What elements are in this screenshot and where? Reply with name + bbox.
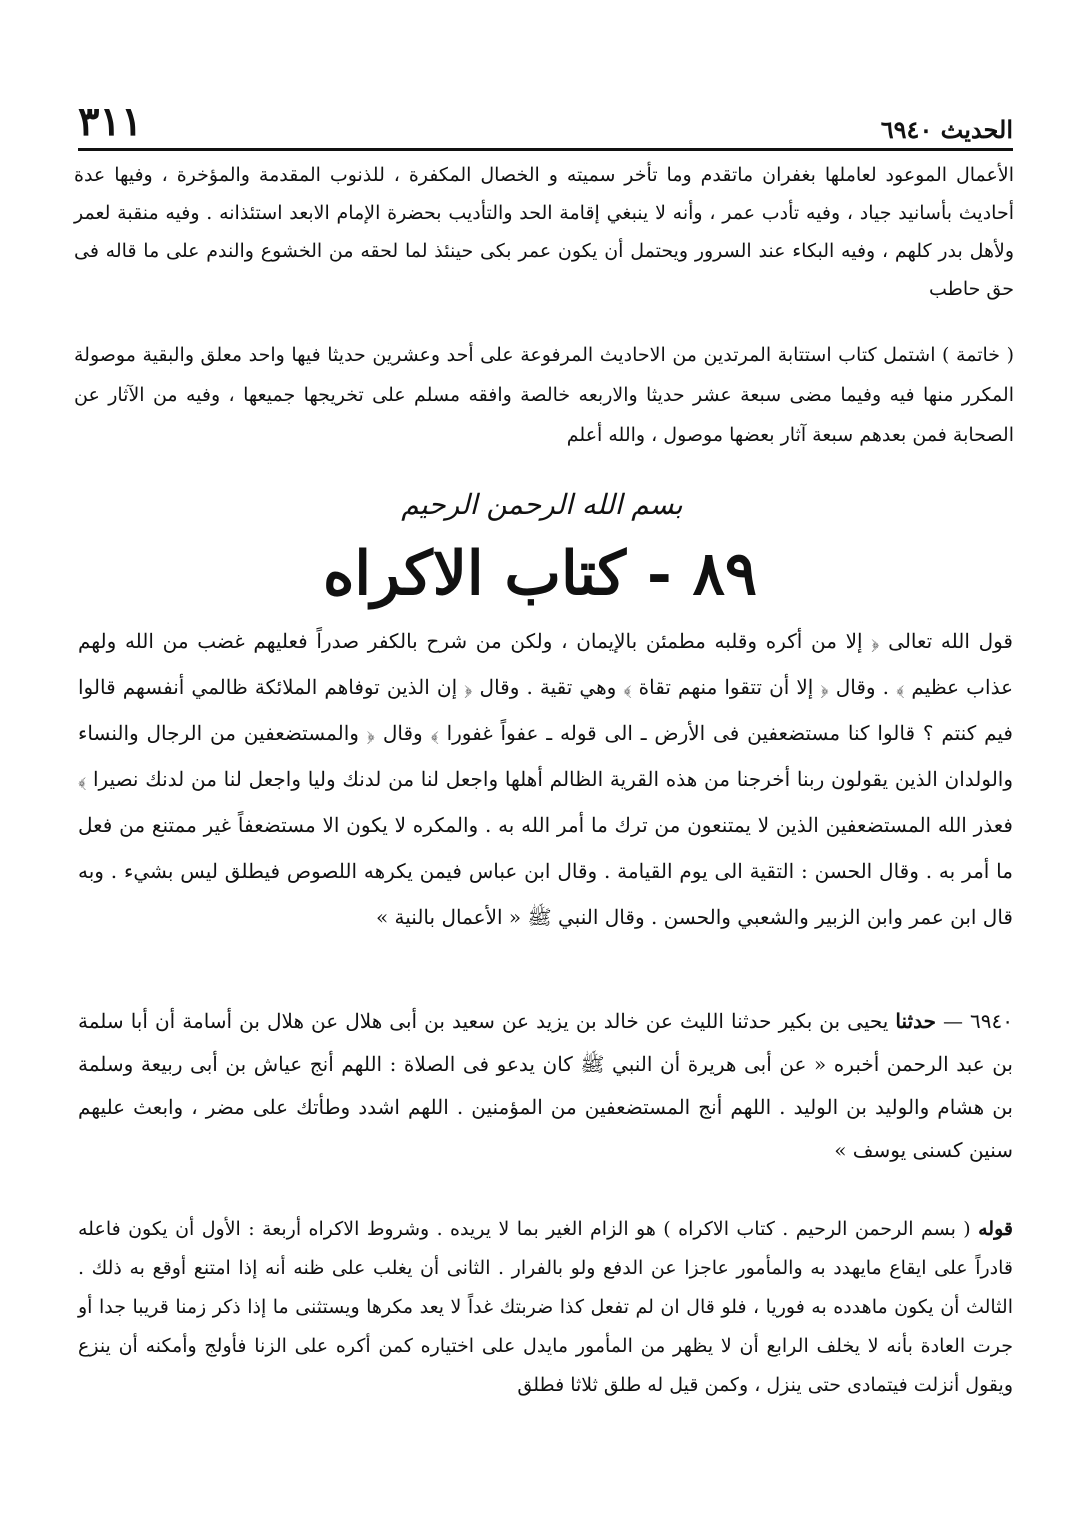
header-rule	[78, 148, 1013, 151]
hadith-text: يحيى بن بكير حدثنا الليث عن خالد بن يزيد عن سعيد بن أبى هلال عن هلال بن أسامة أن أبا سلمة بن عبد الرحمن أخبره « عن أبى هريرة أن النبي ﷺ كان يدعو فى الصلاة : اللهم أنج عياش بن أبى ربيعة وسلمة بن هشام والوليد بن الوليد . اللهم أنج المستضعفين من المؤمنين . اللهم اشدد وطأتك على مضر ، وابعث عليهم سنين كسنى يوسف »	[78, 1009, 1013, 1162]
hadith-paragraph: ٦٩٤٠ — حدثنا يحيى بن بكير حدثنا الليث عن خالد بن يزيد عن سعيد بن أبى هلال عن هلال بن أسامة أن أبا سلمة بن عبد الرحمن أخبره « عن أبى هريرة أن النبي ﷺ كان يدعو فى الصلاة : اللهم أنج عياش بن أبى ربيعة وسلمة بن هشام والوليد بن الوليد . اللهم أنج المستضعفين من المؤمنين . اللهم اشدد وطأتك على مضر ، وابعث عليهم سنين كسنى يوسف »	[78, 1009, 1014, 1162]
commentary-paragraph	[78, 1210, 1013, 1405]
book-title: ٨٩ - كتاب الاكراه	[322, 539, 758, 609]
page-number: ٣١١	[78, 98, 143, 145]
commentary-lead: قوله	[978, 1218, 1013, 1240]
basmala-calligraphy: بسم الله الرحمن الرحيم	[401, 488, 683, 521]
intro-paragraph: الأعمال الموعود لعاملها بغفران ماتقدم وما تأخر سميته و الخصال المكفرة ، للذنوب المقدمة والمؤخرة ، وفيها عدة أحاديث بأسانيد جياد ، وفيه تأدب عمر ، وأنه لا ينبغي إقامة الحد والتأديب بحضرة الإمام الابعد استئذانه . وفيه منقبة لعمر ولأهل بدر كلهم ، وفيه البكاء عند السرور ويحتمل أن يكون عمر بكى حينئذ لما لحقه من الخشوع والندم على ما قاله فى حق حاطب	[74, 164, 1014, 300]
page-header	[78, 98, 1013, 145]
conclusion-paragraph: ( خاتمة ) اشتمل كتاب استتابة المرتدين من الاحاديث المرفوعة على أحد وعشرين حديثا فيها واحد معلق والبقية موصولة المكرر منها فيه وفيما مضى سبعة عشر حديثا والاربعه خالصة وافقه مسلم على تخريجها جميعها ، وفيه من الآثار عن الصحابة فمن بعدهم سبعة آثار بعضها موصول ، والله أعلم	[74, 344, 1014, 446]
chapter-intro-paragraph: قول الله تعالى ﴿ إلا من أكره وقلبه مطمئن بالإيمان ، ولكن من شرح بالكفر صدراً فعليهم غضب من الله ولهم عذاب عظيم ﴾ . وقال ﴿ إلا أن تتقوا منهم تقاة ﴾ وهي تقية . وقال ﴿ إن الذين توفاهم الملائكة ظالمي أنفسهم قالوا فيم كنتم ؟ قالوا كنا مستضعفين فى الأرض ـ الى قوله ـ عفواً غفورا ﴾ وقال ﴿ والمستضعفين من الرجال والنساء والولدان الذين يقولون ربنا أخرجنا من هذه القرية الظالم أهلها واجعل لنا من لدنك وليا واجعل لنا من لدنك نصيرا ﴾ فعذر الله المستضعفين الذين لا يمتنعون من ترك ما أمر الله به . والمكره لا يكون الا مستضعفاً غير ممتنع من فعل ما أمر به . وقال الحسن : التقية الى يوم القيامة . وقال ابن عباس فيمن يكرهه اللصوص فيطلق ليس بشيء . وبه قال ابن عمر وابن الزبير والشعبي والحسن . وقال النبي ﷺ « الأعمال بالنية »	[78, 629, 1013, 929]
running-head: الحديث ٦٩٤٠	[880, 115, 1013, 144]
hadith-number: ٦٩٤٠	[970, 1009, 1014, 1033]
hadith-lead: حدثنا	[895, 1009, 936, 1033]
commentary-text: ( بسم الرحمن الرحيم . كتاب الاكراه ) هو الزام الغير بما لا يريده . وشروط الاكراه أربعة : الأول أن يكون فاعله قادراً على ايقاع مايهدد به والمأمور عاجزا عن الدفع ولو بالفرار . الثانى أن يغلب على ظنه أنه إذا امتنع أوقع به ذلك . الثالث أن يكون ماهدده به فوريا ، فلو قال ان لم تفعل كذا ضربتك غداً لا يعد مكرها ويستثنى ما إذا ذكر زمنا قريبا جدا أو جرت العادة بأنه لا يخلف الرابع أن لا يظهر من المأمور مايدل على اختياره كمن أكره على الزنا فأولج وأمكنه أن ينزع ويقول أنزلت فيتمادى حتى ينزل ، وكمن قيل له طلق ثلاثا فطلق	[78, 1218, 1013, 1396]
